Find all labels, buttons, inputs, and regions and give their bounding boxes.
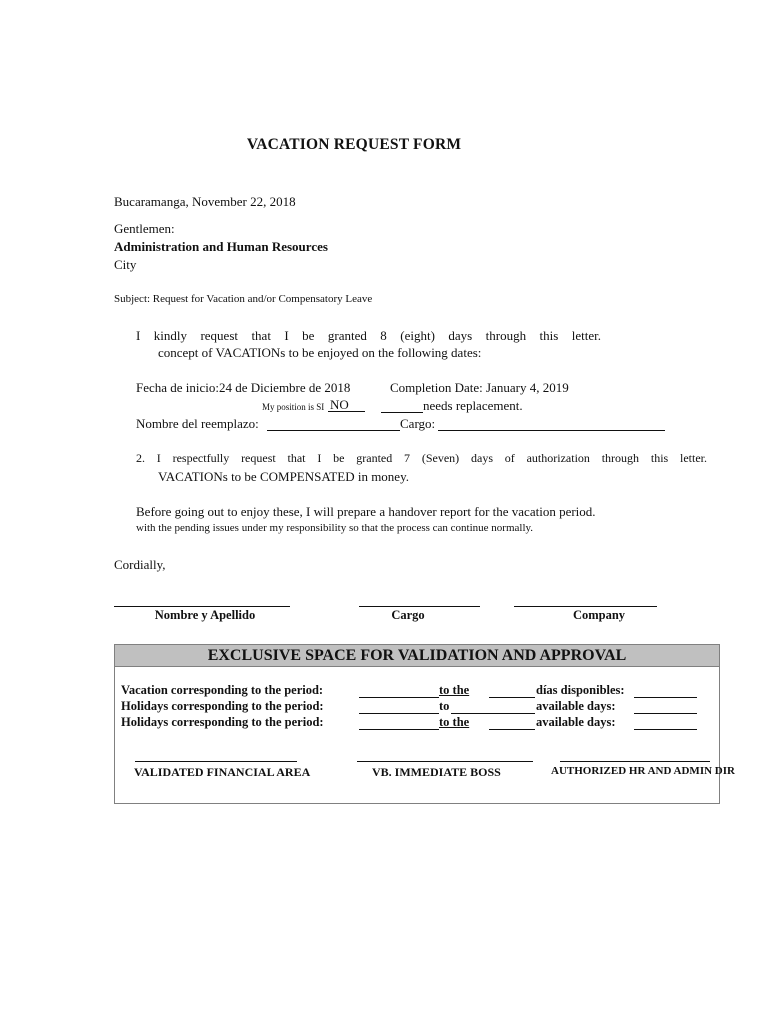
approval-row-1-from-field[interactable] (359, 697, 439, 698)
position-no-value: NO (330, 397, 349, 412)
replacement-name-field[interactable] (267, 430, 400, 431)
approval-signature-line-hr[interactable] (560, 761, 710, 762)
approval-box (114, 644, 735, 804)
approval-signature-line-financial[interactable] (135, 761, 297, 762)
city: City (114, 257, 137, 272)
approval-row-1-label: Vacation corresponding to the period: (121, 683, 324, 697)
signature-line-cargo[interactable] (359, 606, 480, 607)
signature-caption-name: Nombre y Apellido (154, 608, 256, 622)
closing: Cordially, (114, 557, 166, 572)
position-label: My position is SI (262, 402, 325, 412)
completion-date: Completion Date: January 4, 2019 (390, 380, 569, 395)
subject-line: Subject: Request for Vacation and/or Compensatory Leave (114, 293, 373, 305)
approval-row-1-days-label: días disponibles: (536, 683, 625, 697)
approval-row-2-to-field[interactable] (451, 713, 535, 714)
place-date: Bucaramanga, November 22, 2018 (114, 194, 296, 209)
paragraph-3-line-1: Before going out to enjoy these, I will prepare a handover report for the vacation period. (136, 504, 596, 519)
approval-signature-line-boss[interactable] (357, 761, 533, 762)
position-blank[interactable] (381, 412, 423, 413)
approval-row-2-to: to (439, 699, 450, 713)
start-date: Fecha de inicio:24 de Diciembre de 2018 (136, 380, 351, 395)
approval-row-2-days-field[interactable] (634, 713, 697, 714)
salutation: Gentlemen: (114, 221, 175, 236)
approval-row-3-from-field[interactable] (359, 729, 439, 730)
approval-signature-financial: VALIDATED FINANCIAL AREA (134, 765, 311, 779)
approval-row-3-days-field[interactable] (634, 729, 697, 730)
approval-row-3-to-field[interactable] (489, 729, 535, 730)
approval-row-3-label: Holidays corresponding to the period: (121, 715, 324, 729)
needs-replacement: needs replacement. (423, 398, 523, 413)
signature-line-company[interactable] (514, 606, 657, 607)
page-title: VACATION REQUEST FORM (246, 136, 462, 153)
paragraph-1-line-2: concept of VACATIONs to be enjoyed on the following dates: (158, 345, 482, 360)
cargo-label: Cargo: (400, 416, 436, 431)
signature-caption-company: Company (572, 608, 626, 622)
approval-row-1-to: to the (439, 683, 470, 697)
approval-row-2-from-field[interactable] (359, 713, 439, 714)
approval-signature-boss: VB. IMMEDIATE BOSS (372, 765, 501, 779)
paragraph-2-line-2: VACATIONs to be COMPENSATED in money. (158, 469, 409, 484)
recipient: Administration and Human Resources (114, 239, 328, 254)
paragraph-2-line-1: 2. I respectfully request that I be granted 7 (Seven) days of authorization through this letter. (136, 451, 707, 465)
signature-line-name[interactable] (114, 606, 290, 607)
paragraph-1-line-1: I kindly request that I be granted 8 (eight) days through this letter. (136, 328, 601, 343)
replacement-cargo-field[interactable] (438, 430, 665, 431)
approval-row-1-to-field[interactable] (489, 697, 535, 698)
replacement-label: Nombre del reemplazo: (136, 416, 259, 431)
approval-row-1-days-field[interactable] (634, 697, 697, 698)
position-no-field[interactable] (328, 398, 365, 412)
signature-caption-cargo: Cargo (391, 608, 425, 622)
approval-row-2-label: Holidays corresponding to the period: (121, 699, 324, 713)
approval-heading: EXCLUSIVE SPACE FOR VALIDATION AND APPROVAL (115, 645, 719, 667)
approval-row-2-days-label: available days: (536, 699, 616, 713)
approval-signature-hr: AUTHORIZED HR AND ADMIN DIR (551, 765, 735, 777)
approval-row-3-days-label: available days: (536, 715, 616, 729)
paragraph-3-line-2: with the pending issues under my responsibility so that the process can continue normally. (136, 522, 534, 534)
approval-row-3-to: to the (439, 715, 470, 729)
